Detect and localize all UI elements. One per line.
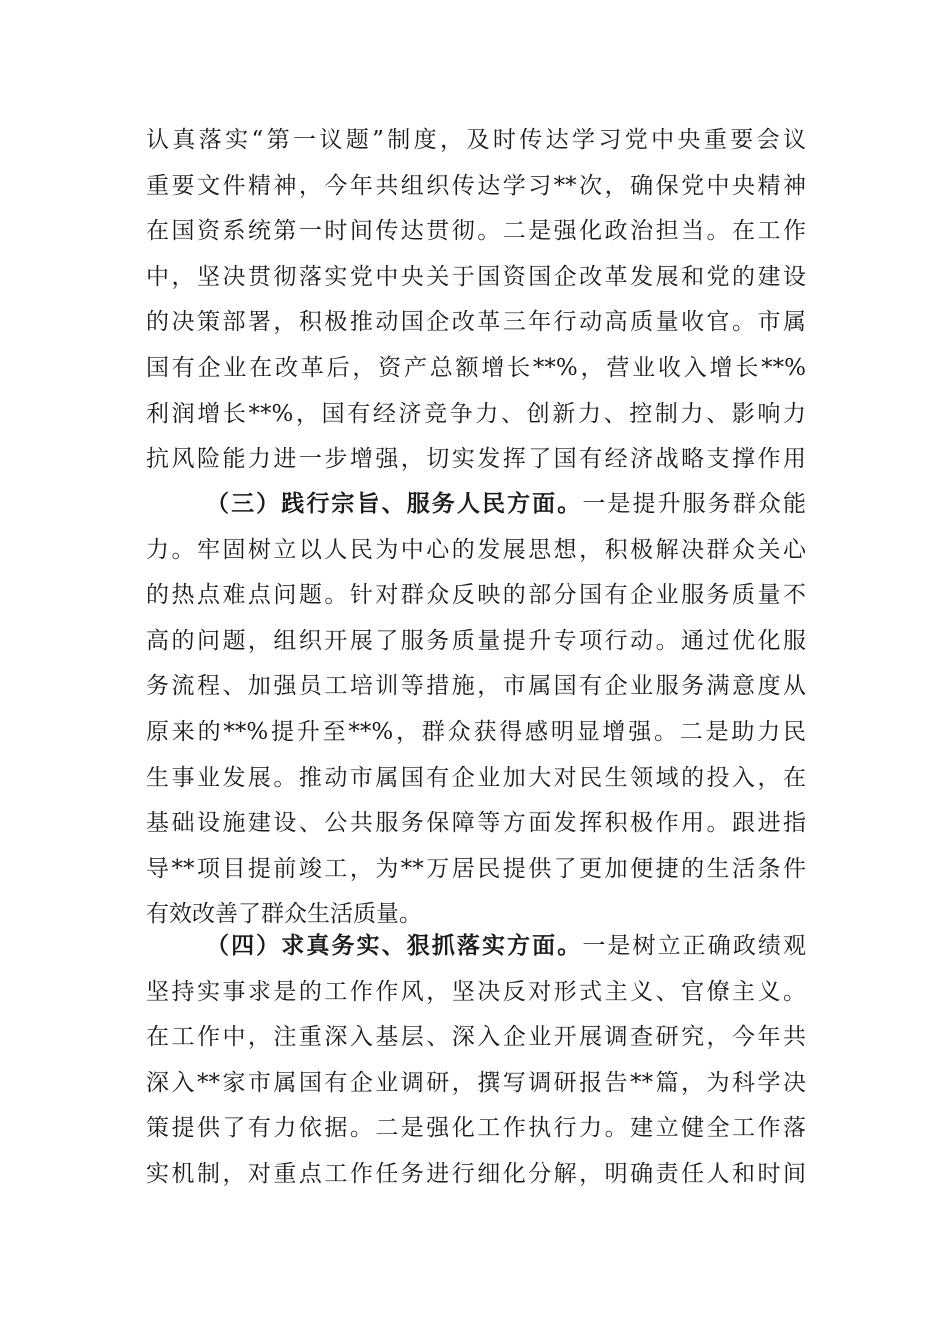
paragraph-first-line [146, 924, 806, 970]
text-line: 实机制，对重点工作任务进行细化分解，明确责任人和时间 [146, 1160, 806, 1187]
text-line: 策提供了有力依据。二是强化工作执行力。建立健全工作落 [146, 1115, 806, 1142]
text-line: 基础设施建设、公共服务保障等方面发挥积极作用。跟进指 [146, 810, 806, 837]
text-line: 深入**家市属国有企业调研，撰写调研报告**篇，为科学决 [146, 1069, 806, 1096]
text-line: 高的问题，组织开展了服务质量提升专项行动。通过优化服 [146, 627, 806, 654]
paragraph-serve-people [146, 482, 806, 938]
text-line: 有效改善了群众生活质量。 [146, 901, 422, 928]
section-heading-3: （三）践行宗旨、服务人民方面。 [206, 491, 583, 517]
text-line: 认真落实“第一议题”制度，及时传达学习党中央重要会议 [146, 127, 806, 153]
text-line: 在工作中，注重深入基层、深入企业开展调查研究，今年共 [146, 1024, 806, 1051]
text-span: 一是树立正确政绩观 [582, 933, 807, 959]
text-line: 利润增长**%，国有经济竞争力、创新力、控制力、影响力 [146, 400, 806, 427]
text-line: 生事业发展。推动市属国有企业加大对民生领域的投入，在 [146, 764, 806, 791]
section-heading-4: （四）求真务实、狠抓落实方面。 [206, 933, 583, 959]
text-line: 务流程、加强员工培训等措施，市属国有企业服务满意度从 [146, 673, 806, 700]
paragraph-political-responsibility [146, 118, 806, 483]
text-line: 原来的**%提升至**%，群众获得感明显增强。二是助力民 [146, 718, 806, 745]
text-line: 的决策部署，积极推动国企改革三年行动高质量收官。市属 [146, 309, 806, 336]
text-span: 一是提升服务群众能 [582, 491, 807, 517]
text-line: 坚持实事求是的工作作风，坚决反对形式主义、官僚主义。 [146, 978, 806, 1005]
text-line: 力。牢固树立以人民为中心的发展思想，积极解决群众关心 [146, 536, 806, 563]
paragraph-first-line [146, 482, 806, 528]
text-line: 中，坚决贯彻落实党中央关于国资国企改革发展和党的建设 [146, 263, 806, 290]
text-line: 在国资系统第一时间传达贯彻。二是强化政治担当。在工作 [146, 218, 806, 245]
text-line: 的热点难点问题。针对群众反映的部分国有企业服务质量不 [146, 582, 806, 609]
text-line: 重要文件精神，今年共组织传达学习**次，确保党中央精神 [146, 172, 806, 199]
text-line: 抗风险能力进一步增强，切实发挥了国有经济战略支撑作用 [146, 446, 806, 473]
text-line: 国有企业在改革后，资产总额增长**%，营业收入增长**% [146, 354, 806, 381]
text-line: 导**项目提前竣工，为**万居民提供了更加便捷的生活条件 [146, 855, 806, 882]
paragraph-pragmatic-implementation [146, 924, 806, 1198]
